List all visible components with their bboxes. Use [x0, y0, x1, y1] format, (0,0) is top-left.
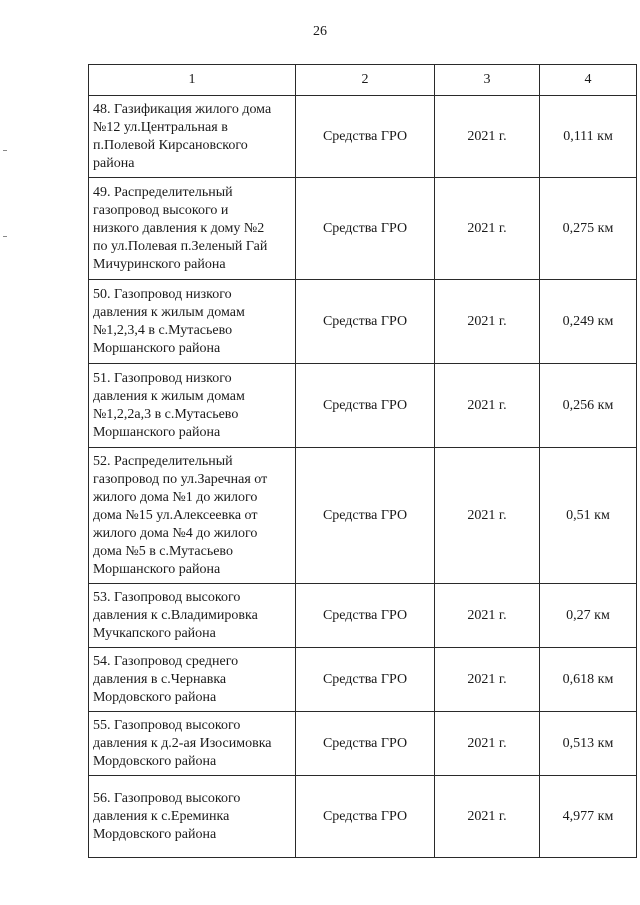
- row-year: 2021 г.: [435, 648, 540, 712]
- row-source: Средства ГРО: [296, 96, 435, 178]
- margin-mark: [3, 150, 7, 151]
- row-source: Средства ГРО: [296, 448, 435, 584]
- row-length: 0,618 км: [540, 648, 637, 712]
- row-year: 2021 г.: [435, 712, 540, 776]
- table-row: [89, 448, 637, 584]
- column-header-3: 3: [435, 65, 540, 96]
- row-length: 4,977 км: [540, 776, 637, 858]
- row-source: Средства ГРО: [296, 584, 435, 648]
- row-source: Средства ГРО: [296, 280, 435, 364]
- row-year: 2021 г.: [435, 364, 540, 448]
- row-length: 0,256 км: [540, 364, 637, 448]
- row-length: 0,111 км: [540, 96, 637, 178]
- row-year: 2021 г.: [435, 280, 540, 364]
- row-year: 2021 г.: [435, 776, 540, 858]
- row-year: 2021 г.: [435, 584, 540, 648]
- table-row: [89, 280, 637, 364]
- row-description: 51. Газопровод низкого давления к жилым домам №1,2,2а,3 в с.Мутасьево Моршанского района: [89, 364, 296, 448]
- table-row: [89, 584, 637, 648]
- row-description: 52. Распределительный газопровод по ул.Заречная от жилого дома №1 до жилого дома №15 ул.Алексеевка от жилого дома №4 до жилого дома №5 в с.Мутасьево Моршанского района: [89, 448, 296, 584]
- row-description: 54. Газопровод среднего давления в с.Чернавка Мордовского района: [89, 648, 296, 712]
- row-description: 53. Газопровод высокого давления к с.Владимировка Мучкапского района: [89, 584, 296, 648]
- row-source: Средства ГРО: [296, 776, 435, 858]
- row-length: 0,513 км: [540, 712, 637, 776]
- table-header-row: [89, 65, 637, 96]
- row-year: 2021 г.: [435, 448, 540, 584]
- row-description: 49. Распределительный газопровод высокого и низкого давления к дому №2 по ул.Полевая п.Зеленый Гай Мичуринского района: [89, 178, 296, 280]
- row-description: 48. Газификация жилого дома №12 ул.Центральная в п.Полевой Кирсановского района: [89, 96, 296, 178]
- row-source: Средства ГРО: [296, 364, 435, 448]
- row-length: 0,249 км: [540, 280, 637, 364]
- data-table: [88, 64, 637, 858]
- column-header-1: 1: [89, 65, 296, 96]
- table-row: [89, 712, 637, 776]
- row-year: 2021 г.: [435, 178, 540, 280]
- row-description: 55. Газопровод высокого давления к д.2-ая Изосимовка Мордовского района: [89, 712, 296, 776]
- row-source: Средства ГРО: [296, 712, 435, 776]
- row-length: 0,27 км: [540, 584, 637, 648]
- row-description: 50. Газопровод низкого давления к жилым домам №1,2,3,4 в с.Мутасьево Моршанского района: [89, 280, 296, 364]
- row-length: 0,275 км: [540, 178, 637, 280]
- row-year: 2021 г.: [435, 96, 540, 178]
- margin-mark: [3, 236, 7, 237]
- column-header-2: 2: [296, 65, 435, 96]
- table-row: [89, 96, 637, 178]
- table-row: [89, 178, 637, 280]
- table-row: [89, 364, 637, 448]
- row-description: 56. Газопровод высокого давления к с.Ереминка Мордовского района: [89, 776, 296, 858]
- column-header-4: 4: [540, 65, 637, 96]
- row-length: 0,51 км: [540, 448, 637, 584]
- row-source: Средства ГРО: [296, 648, 435, 712]
- table-row: [89, 648, 637, 712]
- page-number: 26: [313, 24, 327, 39]
- table-row: [89, 776, 637, 858]
- row-source: Средства ГРО: [296, 178, 435, 280]
